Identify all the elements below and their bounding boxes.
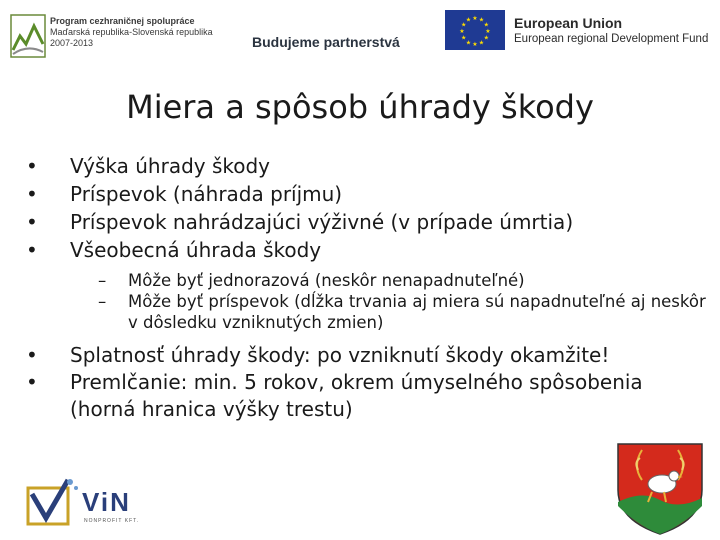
- bullet-dot: •: [26, 154, 38, 178]
- program-line-1: Program cezhraničnej spolupráce: [50, 16, 195, 26]
- eu-subtitle: European regional Development Fund: [514, 33, 709, 45]
- bullet-text: Premlčanie: min. 5 rokov, okrem úmyselného spôsobenia (horná hranica výšky trestu): [70, 370, 643, 421]
- bullet-text: Výška úhrady škody: [70, 154, 271, 178]
- sub-bullet-item: [98, 270, 706, 291]
- bullet-dot: •: [26, 210, 38, 234]
- bullet-text: Príspevok nahrádzajúci výživné (v prípade úmrtia): [70, 210, 574, 234]
- sub-bullet-item: [98, 291, 706, 333]
- slogan: Budujeme partnerstvá: [252, 34, 400, 50]
- vin-sub: NONPROFIT KFT.: [84, 518, 140, 524]
- sub-bullet-dash: –: [98, 292, 107, 311]
- vin-mark-icon: [24, 474, 80, 530]
- svg-text:★: ★: [483, 21, 489, 29]
- program-line-2: Maďarská republika-Slovenská republika: [50, 27, 213, 37]
- slide-title: Miera a spôsob úhrady škody: [126, 88, 594, 126]
- svg-text:★: ★: [478, 39, 485, 47]
- svg-text:★: ★: [461, 34, 467, 42]
- program-logo: [10, 14, 240, 60]
- program-text: [50, 16, 213, 49]
- svg-text:★: ★: [472, 41, 478, 48]
- svg-text:★: ★: [485, 28, 491, 35]
- bullet-item: [26, 180, 706, 208]
- coat-of-arms-icon: [612, 440, 708, 536]
- bullet-dot: •: [26, 182, 38, 206]
- bullet-item: [26, 369, 706, 423]
- sub-bullet-text: Môže byť príspevok (dĺžka trvania aj miera sú napadnuteľné aj neskôr v dôsledku vzniknutých zmien): [128, 292, 706, 332]
- program-line-3: 2007-2013: [50, 38, 94, 48]
- sub-bullet-text: Môže byť jednorazová (neskôr nenapadnuteľné): [128, 271, 525, 290]
- svg-text:★: ★: [483, 34, 489, 42]
- slide-content: [26, 152, 706, 423]
- svg-text:★: ★: [465, 39, 472, 47]
- svg-text:★: ★: [461, 21, 467, 29]
- bullet-item: [26, 342, 706, 369]
- vin-logo: [24, 472, 144, 534]
- sub-bullet-dash: –: [98, 271, 107, 290]
- bullet-item: [26, 152, 706, 180]
- bullet-item: [26, 208, 706, 236]
- eu-label: [514, 15, 708, 45]
- svg-text:★: ★: [465, 16, 472, 24]
- bullet-text: Všeobecná úhrada škody: [70, 238, 322, 262]
- svg-text:★: ★: [472, 15, 478, 22]
- vin-word: ViN: [82, 487, 131, 517]
- bullet-text: Príspevok (náhrada príjmu): [70, 182, 343, 206]
- eu-flag-icon: [445, 10, 505, 50]
- bullet-dot: •: [26, 370, 38, 394]
- eu-title: European Union: [514, 15, 623, 31]
- bullet-dot: •: [26, 343, 38, 367]
- svg-text:★: ★: [478, 16, 485, 24]
- program-mark-icon: [10, 14, 46, 58]
- bullet-dot: •: [26, 238, 38, 262]
- svg-text:★: ★: [459, 28, 465, 35]
- bullet-item: [26, 236, 706, 264]
- bullet-text: Splatnosť úhrady škody: po vzniknutí škody okamžite!: [70, 343, 610, 367]
